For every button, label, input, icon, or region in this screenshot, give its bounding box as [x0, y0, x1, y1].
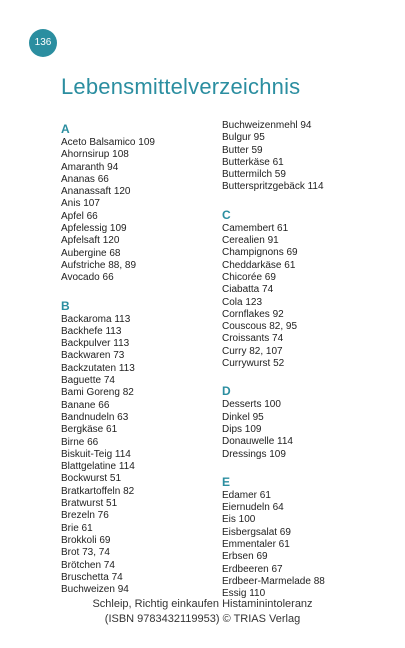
index-entry: Apfel 66 — [61, 210, 98, 222]
index-entry: Cheddarkäse 61 — [222, 259, 296, 271]
index-entry: Backaroma 113 — [61, 313, 131, 325]
index-entry: Ananas 66 — [61, 173, 109, 185]
index-entry: Backzutaten 113 — [61, 362, 135, 374]
index-entry: Butterkäse 61 — [222, 156, 284, 168]
index-entry: Champignons 69 — [222, 247, 298, 259]
index-entry: Birne 66 — [61, 436, 99, 448]
index-entry: Brezeln 76 — [61, 510, 109, 522]
index-entry: Buchweizen 94 — [61, 584, 129, 596]
page-title: Lebensmittelverzeichnis — [61, 74, 301, 99]
page-number-badge: 136 — [29, 29, 57, 57]
index-column-left — [61, 120, 221, 596]
index-entry: Erdbeeren 67 — [222, 563, 283, 575]
index-entry: Apfelsaft 120 — [61, 235, 120, 247]
index-entry: Donauwelle 114 — [222, 436, 293, 448]
index-entry: Ananassaft 120 — [61, 186, 131, 198]
index-entry: Avocado 66 — [61, 272, 114, 284]
index-entry: Backhefe 113 — [61, 325, 122, 337]
index-entry: Backwaren 73 — [61, 350, 125, 362]
section-letter: A — [61, 122, 70, 136]
section-gap — [222, 194, 382, 206]
index-entry: Camembert 61 — [222, 222, 289, 234]
index-entry: Couscous 82, 95 — [222, 321, 298, 333]
index-entry: Aubergine 68 — [61, 247, 121, 259]
index-entry: Erbsen 69 — [222, 551, 268, 563]
index-entry: Anis 107 — [61, 198, 100, 210]
index-column-right — [222, 120, 382, 601]
index-entry: Butter 59 — [222, 144, 263, 156]
index-section — [61, 298, 221, 597]
footer-citation: Schleip, Richtig einkaufen Histaminintoleranz — [92, 598, 313, 610]
index-entry: Aufstriche 88, 89 — [61, 259, 137, 271]
index-entry: Biskuit-Teig 114 — [61, 448, 131, 460]
index-entry: Brötchen 74 — [61, 559, 115, 571]
index-entry: Dinkel 95 — [222, 411, 264, 423]
index-entry: Croissants 74 — [222, 333, 284, 345]
index-entry: Curry 82, 107 — [222, 345, 283, 357]
index-section — [222, 383, 382, 460]
index-entry: Currywurst 52 — [222, 358, 285, 370]
index-entry: Bratwurst 51 — [61, 498, 118, 510]
section-letter: D — [222, 384, 231, 399]
index-entry: Cornflakes 92 — [222, 308, 284, 320]
section-letter: E — [222, 474, 231, 489]
index-entry: Erdbeer-Marmelade 88 — [222, 575, 325, 587]
index-entry: Brot 73, 74 — [61, 547, 110, 559]
index-entry: Eis 100 — [222, 514, 256, 526]
index-entry: Bulgur 95 — [222, 132, 265, 144]
index-entry: Brokkoli 69 — [61, 534, 111, 546]
index-entry: Dips 109 — [222, 423, 262, 435]
index-entry: Amaranth 94 — [61, 161, 119, 173]
index-entry: Bruschetta 74 — [61, 571, 123, 583]
index-entry: Chicorée 69 — [222, 271, 276, 283]
index-section — [222, 120, 382, 194]
index-entry: Buchweizenmehl 94 — [222, 120, 312, 131]
index-entry: Bockwurst 51 — [61, 473, 122, 485]
footer-isbn: (ISBN 9783432119953) © TRIAS Verlag — [104, 613, 301, 625]
index-entry: Buttermilch 59 — [222, 169, 286, 181]
index-entry: Emmentaler 61 — [222, 539, 290, 551]
index-entry: Ahornsirup 108 — [61, 149, 129, 161]
section-gap — [61, 285, 221, 297]
index-entry: Bratkartoffeln 82 — [61, 485, 135, 497]
index-entry: Desserts 100 — [222, 399, 281, 411]
section-letter: C — [222, 207, 231, 222]
index-entry: Eisbergsalat 69 — [222, 526, 291, 538]
section-gap — [222, 461, 382, 473]
index-entry: Bergkäse 61 — [61, 424, 118, 436]
index-entry: Butterspritzgebäck 114 — [222, 181, 324, 193]
index-entry: Blattgelatine 114 — [61, 461, 135, 473]
index-entry: Ciabatta 74 — [222, 284, 274, 296]
section-gap — [222, 370, 382, 382]
index-entry: Eiernudeln 64 — [222, 502, 284, 514]
index-entry: Brie 61 — [61, 522, 93, 534]
index-entry: Cerealien 91 — [222, 235, 279, 247]
index-section — [222, 474, 382, 601]
index-entry: Essig 110 — [222, 588, 266, 600]
index-entry: Backpulver 113 — [61, 338, 130, 350]
page-footer — [0, 597, 405, 627]
index-entry: Cola 123 — [222, 296, 263, 308]
index-entry: Bami Goreng 82 — [61, 387, 134, 399]
index-entry: Bandnudeln 63 — [61, 411, 129, 423]
index-entry: Apfelessig 109 — [61, 223, 127, 235]
index-section — [61, 121, 221, 285]
index-entry: Baguette 74 — [61, 375, 115, 387]
index-entry: Dressings 109 — [222, 448, 286, 460]
index-section — [222, 207, 382, 371]
index-entry: Edamer 61 — [222, 489, 271, 501]
index-entry: Banane 66 — [61, 399, 110, 411]
section-letter: B — [61, 298, 70, 313]
index-entry: Aceto Balsamico 109 — [61, 137, 155, 148]
